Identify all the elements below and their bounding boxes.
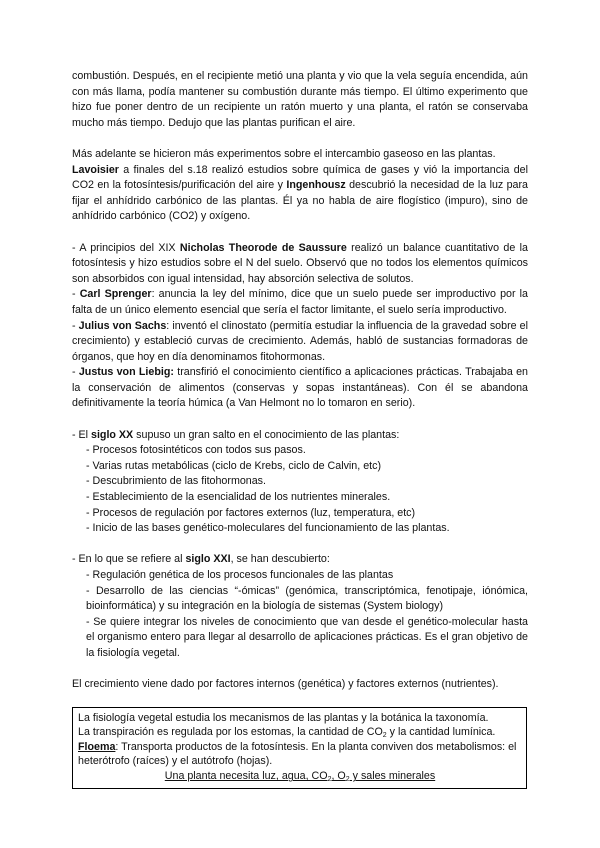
siglo-xx-label: siglo XX <box>91 428 134 441</box>
floema-label: Floema <box>78 740 116 753</box>
text: - En lo que se refiere al <box>72 553 186 566</box>
list-item: - Procesos de regulación por factores externos (luz, temperatura, etc) <box>86 506 416 519</box>
section-xx-heading <box>72 428 528 444</box>
name-sprenger: Carl Sprenger <box>79 288 152 301</box>
section-xxi-heading <box>72 552 528 568</box>
text: Más adelante se hicieron más experimentos sobre el intercambio gaseoso en las plantas. <box>72 147 496 160</box>
text: supuso un gran salto en el conocimiento de las plantas: <box>133 428 400 441</box>
document-body <box>72 69 528 789</box>
name-saussure: Nicholas Theorode de Saussure <box>179 241 347 254</box>
name-liebig: Justus von Liebig: <box>78 366 174 379</box>
name-ingenhousz: Ingenhousz <box>286 179 346 192</box>
paragraph-saussure <box>72 241 528 288</box>
subscript: 2 <box>382 732 387 740</box>
text: transfirió el conocimiento científico a aplicaciones prácticas. Trabajaba en la conservación de alimentos (conservas y sopas instantáneas). Con él se abandona definitivamente la teoría húmica (a Van Helmont no lo tomaron en serio). <box>72 366 528 410</box>
box-line-floema <box>78 740 522 769</box>
text: - <box>72 319 79 332</box>
paragraph-growth: El crecimiento viene dado por factores internos (genética) y factores externos (nutrientes). <box>72 678 499 691</box>
name-sachs: Julius von Sachs <box>78 319 167 332</box>
list-item: - Inicio de las bases genético-moleculares del funcionamiento de las plantas. <box>86 522 450 535</box>
box-line-transpiracion <box>78 725 522 739</box>
text: : inventó el clinostato (permitía estudiar la influencia de la gravedad sobre el crecimiento) y estableció curvas de crecimiento. Además, habló de sustancias formadoras de órganos, que hoy en día denominamos fitohormonas. <box>72 319 529 363</box>
text: y la cantidad lumínica. <box>386 726 496 739</box>
list-item: - Regulación genética de los procesos funcionales de las plantas <box>86 569 394 581</box>
text: - <box>72 366 79 379</box>
name-lavoisier: Lavoisier <box>72 163 119 176</box>
paragraph-gas-exchange <box>72 147 528 225</box>
text: La transpiración es regulada por los estomas, la cantidad de CO <box>78 726 383 739</box>
list-item: - Desarrollo de las ciencias “-ómicas” (genómica, transcriptómica, fenotipaje, iónómica, bioinformática) y su integración en la biología de sistemas (System biology) <box>86 584 528 613</box>
paragraph-sprenger <box>72 287 528 318</box>
paragraph-combustion: combustión. Después, en el recipiente metió una planta y vio que la vela seguía encendida, aún con más llama, podía mantener su combustión durante más tiempo. El último experimento que hizo fue poner dentro de un recipiente un ratón muerto y una planta, el ratón se conservaba mucho más tiempo. Dedujo que las plantas purifican el aire. <box>72 70 528 129</box>
list-item: - Establecimiento de la esencialidad de los nutrientes minerales. <box>86 491 391 504</box>
text: , O <box>331 770 346 783</box>
subscript: 2 <box>327 776 332 784</box>
text: Una planta necesita luz, agua, CO <box>164 770 328 783</box>
list-item: - Se quiere integrar los niveles de conocimiento que van desde el genético-molecular hasta el organismo entero para llegar al desarrollo de aplicaciones prácticas. Es el gran objetivo de la fisiología vegetal. <box>86 615 528 659</box>
summary-box <box>72 707 527 789</box>
siglo-xxi-label: siglo XXI <box>185 553 231 566</box>
text: y sales minerales <box>349 770 436 783</box>
list-item: - Descubrimiento de las fitohormonas. <box>86 475 266 488</box>
text: : anuncia la ley del mínimo, dice que un suelo puede ser improductivo por la falta de un único elemento esencial que sería el factor limitante, el suelo sería improductivo. <box>72 288 528 316</box>
text: descubrió la necesidad de la luz para fijar el anhídrido carbónico de las plantas. Él ya no habla de aire flogístico (impuro), sino de anhídrido carbónico (CO2) y oxígeno. <box>72 179 528 223</box>
box-line-requirements <box>78 769 522 783</box>
list-item: - Varias rutas metabólicas (ciclo de Krebs, ciclo de Calvin, etc) <box>86 459 382 472</box>
text: - <box>72 288 80 301</box>
list-item: - Procesos fotosintéticos con todos sus pasos. <box>86 444 306 457</box>
paragraph-liebig <box>72 365 528 412</box>
text: realizó un balance cuantitativo de la fotosíntesis y hizo estudios sobre el N del suelo. Observó que no todos los elementos químicos son absorbidos con igual intensidad, hay absorción selectiva de solutos. <box>72 241 528 285</box>
text: - El <box>72 428 92 441</box>
text: , se han descubierto: <box>230 553 330 566</box>
text: : Transporta productos de la fotosíntesis. En la planta conviven dos metabolismos: el heterótrofo (raíces) y el autótrofo (hojas). <box>78 740 517 767</box>
subscript: 2 <box>345 776 350 784</box>
text: a finales del s.18 realizó estudios sobre química de gases y vió la importancia del CO2 en la fotosíntesis/purificación del aire y <box>72 163 528 192</box>
box-line-fisiologia: La fisiología vegetal estudia los mecanismos de las plantas y la botánica la taxonomía. <box>78 711 489 724</box>
text: - A principios del XIX <box>72 241 180 254</box>
paragraph-sachs <box>72 319 528 366</box>
